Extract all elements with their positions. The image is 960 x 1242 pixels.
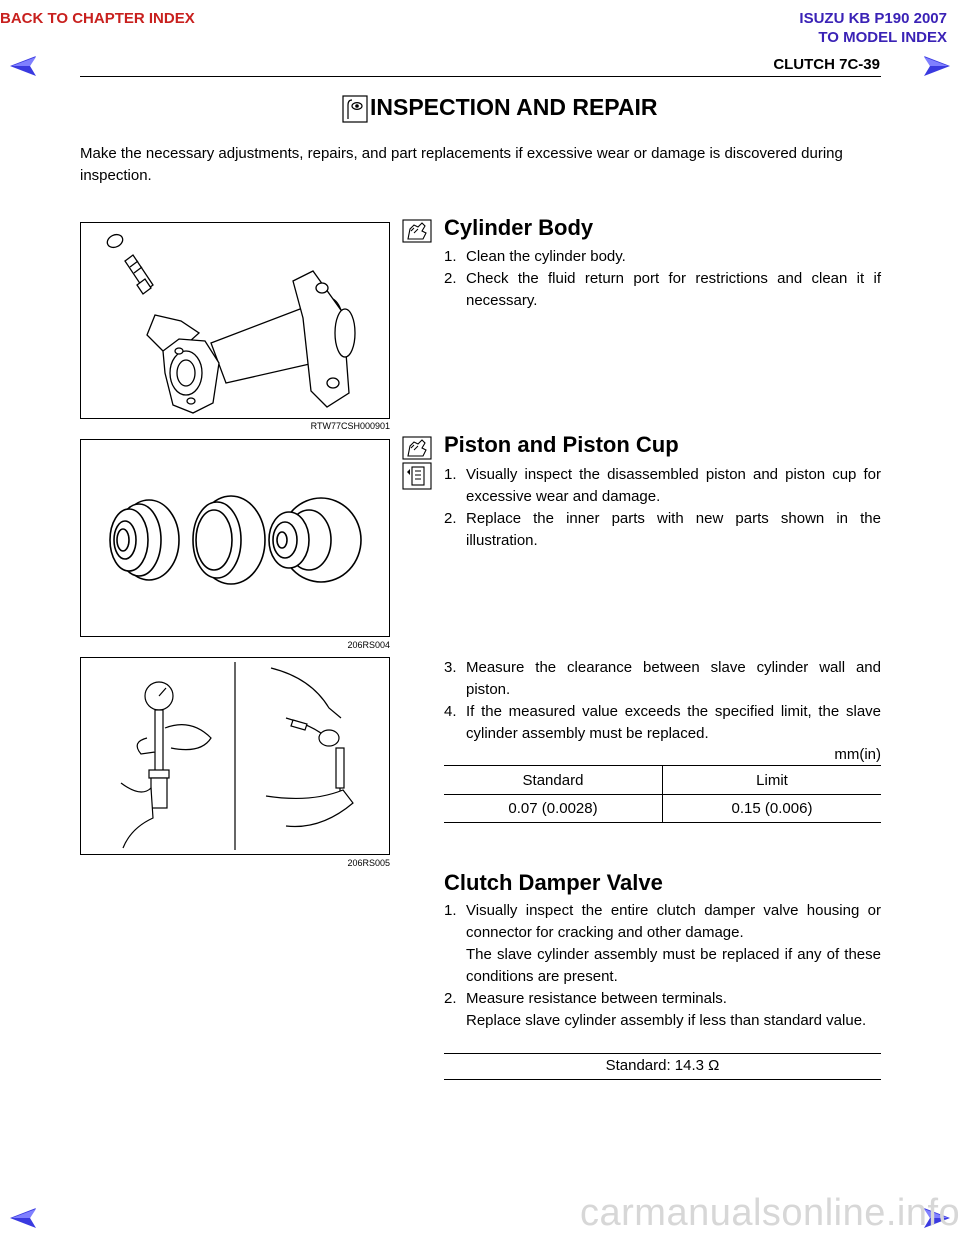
table-header-cell: Standard [444, 766, 663, 795]
standard-rule-top [444, 1053, 881, 1054]
measurement-illustration [81, 658, 389, 854]
cylinder-body-illustration [81, 223, 389, 418]
figure-measurement [80, 657, 390, 855]
intro-paragraph: Make the necessary adjustments, repairs, and part replacements if excessive wear or damage is discovered during inspection. [80, 145, 843, 184]
step-text: If the measured value exceeds the specified limit, the slave cylinder assembly must be replaced. [466, 703, 881, 742]
table-row [444, 795, 881, 823]
figure-cylinder-body [80, 222, 390, 419]
resistance-standard: Standard: 14.3 Ω [605, 1057, 720, 1074]
standard-rule-bottom [444, 1079, 881, 1080]
figure-3-id: 206RS005 [347, 858, 390, 868]
step-number: 2. [444, 990, 457, 1007]
step-number: 2. [444, 510, 457, 527]
step-number: 1. [444, 466, 457, 483]
back-to-chapter-index-link[interactable]: BACK TO CHAPTER INDEX [0, 10, 195, 27]
piston-step-2 [444, 508, 881, 552]
damper-step-2 [444, 988, 881, 1032]
cylinder-step-1 [444, 246, 881, 268]
step-text: Check the fluid return port for restrictions and clean it if necessary. [466, 270, 881, 309]
unit-label: mm(in) [834, 746, 881, 763]
inspect-icon [342, 95, 368, 123]
step-text: Visually inspect the disassembled piston and piston cup for excessive wear and damage. [466, 466, 881, 505]
clearance-table [444, 765, 881, 823]
step-text: Replace the inner parts with new parts shown in the illustration. [466, 510, 881, 549]
table-header-cell: Limit [663, 766, 882, 795]
step-text: Clean the cylinder body. [466, 248, 626, 265]
piston-step-1 [444, 464, 881, 508]
table-cell: 0.07 (0.0028) [444, 795, 663, 823]
cylinder-step-2 [444, 268, 881, 312]
left-arrow-icon[interactable] [10, 1208, 40, 1228]
step-number: 4. [444, 703, 457, 720]
figure-piston-cups [80, 439, 390, 637]
cylinder-body-heading: Cylinder Body [444, 215, 594, 240]
piston-step-3 [444, 657, 881, 701]
piston-step-4 [444, 701, 881, 745]
piston-heading: Piston and Piston Cup [444, 432, 679, 457]
left-arrow-icon[interactable] [10, 56, 40, 76]
step-note: The slave cylinder assembly must be replaced if any of these conditions are present. [466, 946, 881, 985]
damper-heading: Clutch Damper Valve [444, 870, 663, 895]
step-text: Measure the clearance between slave cylinder wall and piston. [466, 659, 881, 698]
section-header: CLUTCH 7C-39 [773, 56, 880, 73]
table-header-row [444, 766, 881, 795]
step-text: Measure resistance between terminals. [466, 990, 727, 1007]
model-title-link[interactable]: ISUZU KB P190 2007 [799, 10, 947, 27]
hand-clean-icon [402, 219, 432, 243]
right-arrow-icon[interactable] [920, 56, 950, 76]
damper-step-1 [444, 900, 881, 988]
figure-2-id: 206RS004 [347, 640, 390, 650]
figure-1-id: RTW77CSH000901 [310, 421, 390, 431]
to-model-index-link[interactable]: TO MODEL INDEX [818, 29, 947, 46]
header-rule [80, 76, 881, 77]
replace-parts-icon [402, 462, 432, 490]
hand-inspect-icon [402, 436, 432, 460]
piston-cups-illustration [81, 440, 389, 636]
step-text: Visually inspect the entire clutch damper valve housing or connector for cracking and other damage. [466, 902, 881, 941]
step-number: 3. [444, 659, 457, 676]
watermark: carmanualsonline.info [580, 1192, 960, 1234]
page-title: INSPECTION AND REPAIR [370, 94, 658, 120]
step-number: 1. [444, 902, 457, 919]
step-number: 1. [444, 248, 457, 265]
table-cell: 0.15 (0.006) [663, 795, 882, 823]
step-note: Replace slave cylinder assembly if less than standard value. [466, 1012, 867, 1029]
step-number: 2. [444, 270, 457, 287]
